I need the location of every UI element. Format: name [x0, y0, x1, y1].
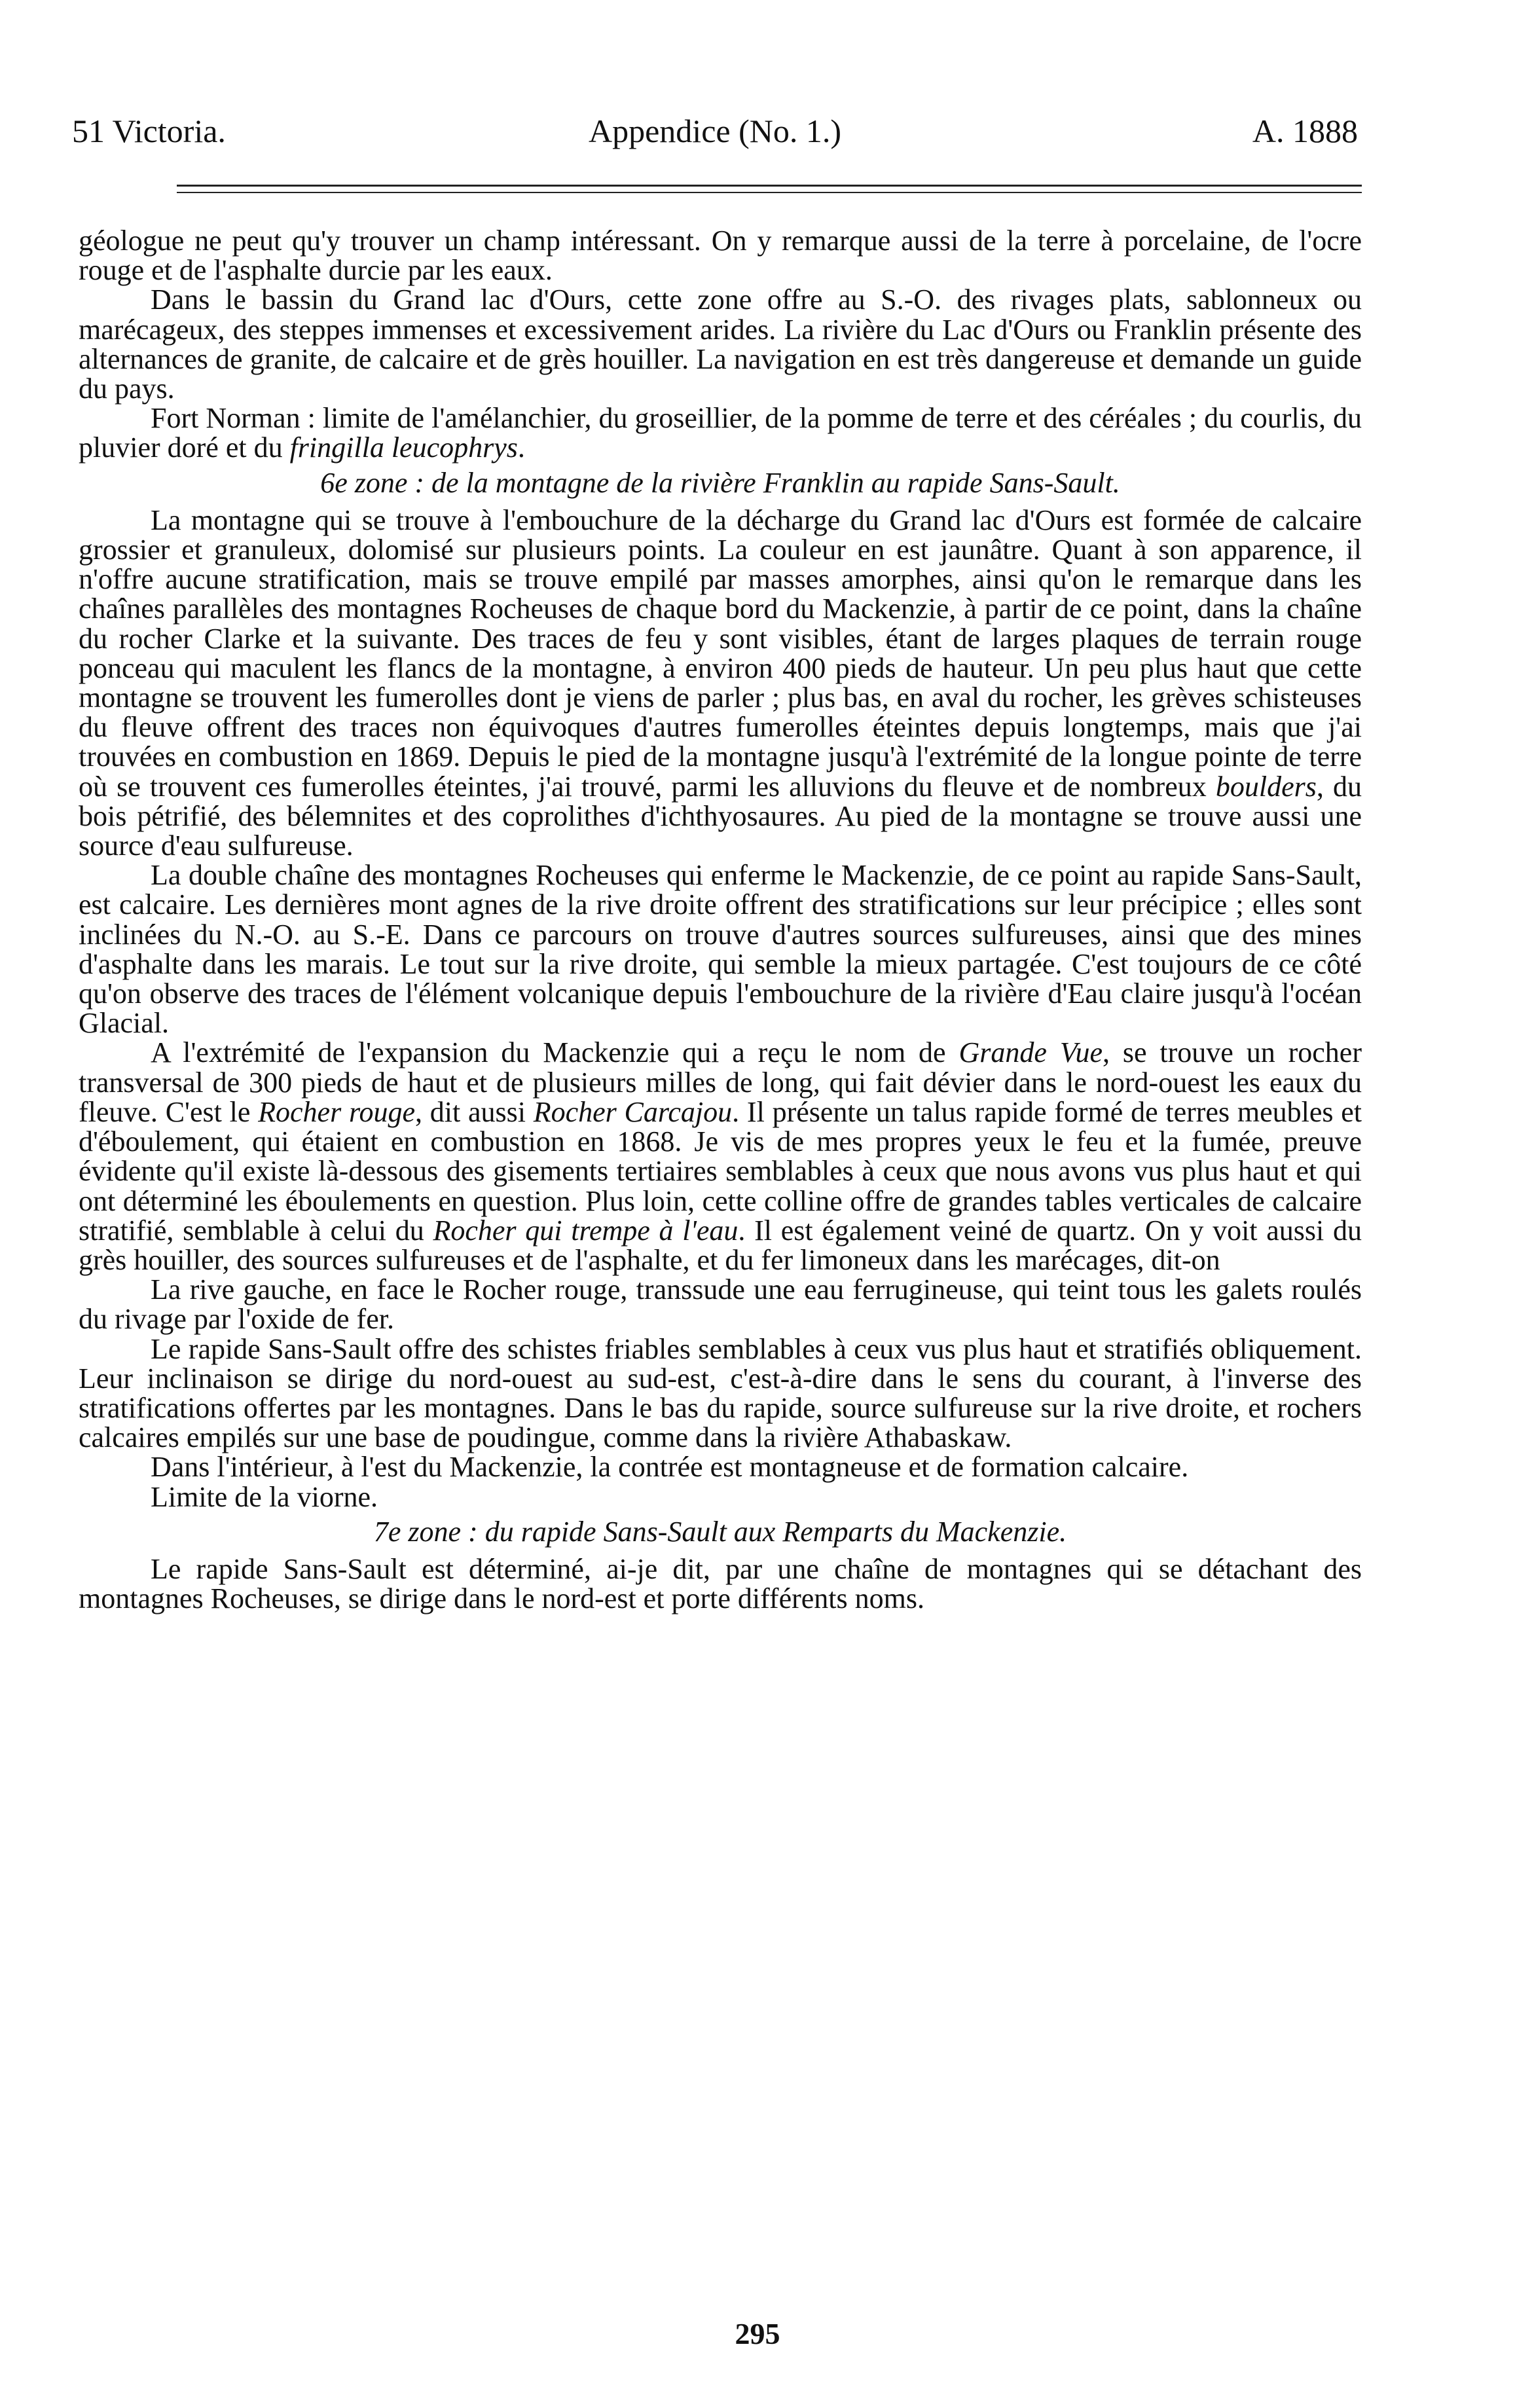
text-run: , se trouve un rocher transversal de 300 pieds de haut et de plusieurs milles de long, qui fait dévier dans le nord-ouest les eaux du fleuve. C'est le [79, 1036, 1362, 1128]
paragraph [79, 505, 1362, 860]
paragraph: Le rapide Sans-Sault est déterminé, ai-je dit, par une chaîne de montagnes qui se détachant des montagnes Rocheuses, se dirige dans le nord-est et porte différents noms. [79, 1552, 1362, 1615]
section-heading-zone-7: 7e zone : du rapide Sans-Sault aux Remparts du Mackenzie. [373, 1515, 1067, 1548]
text-run: Fort Norman : limite de l'amélanchier, du groseillier, de la pomme de terre et des céréales ; du courlis, du pluvier doré et du [79, 402, 1362, 464]
text-run: . Il est également veiné de quartz. On y voit aussi du grès houiller, des sources sulfureuses et de l'asphalte, et du fer limoneux dans les marécages, dit-on [79, 1214, 1362, 1276]
text-run: . [517, 431, 525, 464]
paragraph [79, 1038, 1362, 1275]
paragraph: géologue ne peut qu'y trouver un champ intéressant. On y remarque aussi de la terre à porcelaine, de l'ocre rouge et de l'asphalte durcie par les eaux. [79, 225, 1362, 287]
italic-term: fringilla leucophrys [289, 431, 518, 464]
header-rule-top [177, 185, 1362, 187]
header-appendix: Appendice (No. 1.) [589, 113, 841, 149]
italic-term: Rocher rouge [258, 1095, 415, 1128]
italic-term: Rocher Carcajou [533, 1095, 733, 1128]
header-rule-bottom [177, 192, 1362, 193]
text-run: . Il présente un talus rapide formé de terres meubles et d'éboulement, qui étaient en combustion en 1868. Je vis de mes propres yeux le feu et la fumée, preuve évidente qu'il existe là-dessous des gisements tertiaires semblables à ceux que nous avons vus plus haut et qui ont déterminé les éboulements en question. Plus loin, cette colline offre de grandes tables verticales de calcaire stratifié, semblable à celui du [79, 1095, 1362, 1247]
text-run: , du bois pétrifié, des bélemnites et des coprolithes d'ichthyosaures. Au pied de la montagne se trouve aussi une source d'eau sulfureuse. [79, 770, 1362, 862]
header-year: A. 1888 [1252, 113, 1358, 149]
paragraph: Le rapide Sans-Sault offre des schistes friables semblables à ceux vus plus haut et stratifiés obliquement. Leur inclinaison se dirige du nord-ouest au sud-est, c'est-à-dire dans le sens du courant, à l'inverse des stratifications offertes par les montagnes. Dans le bas du rapide, source sulfureuse sur la rive droite, et rochers calcaires empilés sur une base de poudingue, comme dans la rivière Athabaskaw. [79, 1332, 1362, 1454]
paragraph: La double chaîne des montagnes Rocheuses qui enferme le Mackenzie, de ce point au rapide Sans-Sault, est calcaire. Les dernières mont agnes de la rive droite offrent des stratifications sur leur précipice ; elles sont inclinées du N.-O. au S.-E. Dans ce parcours on trouve d'autres sources sulfureuses, ainsi que des mines d'asphalte dans les marais. Le tout sur la rive droite, qui semble la mieux partagée. C'est toujours de ce côté qu'on observe des traces de l'élément volcanique depuis l'embouchure de la rivière d'Eau claire jusqu'à l'océan Glacial. [79, 859, 1362, 1040]
text-run: La montagne qui se trouve à l'embouchure de la décharge du Grand lac d'Ours est formée de calcaire grossier et granuleux, dolomisé sur plusieurs points. La couleur en est jaunâtre. Quant à son apparence, il n'offre aucune stratification, mais se trouve empilé par masses amorphes, ainsi qu'on le remarque dans les chaînes parallèles des montagnes Rocheuses de chaque bord du Mackenzie, à partir de ce point, dans la chaîne du rocher Clarke et la suivante. Des traces de feu y sont visibles, étant de larges plaques de terrain rouge ponceau qui maculent les flancs de la montagne, à environ 400 pieds de hauteur. Un peu plus haut que cette montagne se trouvent les fumerolles dont je viens de parler ; plus bas, en aval du rocher, les grèves schisteuses du fleuve offrent des traces non équivoques d'autres fumerolles éteintes depuis longtemps, mais que j'ai trouvées en combustion en 1869. Depuis le pied de la montagne jusqu'à l'extrémité de la longue pointe de terre où se trouvent ces fumerolles éteintes, j'ai trouvé, parmi les alluvions du fleuve et de nombreux [79, 503, 1362, 803]
text-run: A l'extrémité de l'expansion du Mackenzie qui a reçu le nom de [151, 1036, 959, 1069]
paragraph: La rive gauche, en face le Rocher rouge, transsude une eau ferrugineuse, qui teint tous les galets roulés du rivage par l'oxide de fer. [79, 1273, 1362, 1336]
paragraph: Limite de la viorne. [151, 1480, 378, 1513]
italic-term: Rocher qui trempe à l'eau [433, 1214, 739, 1247]
section-heading-zone-6: 6e zone : de la montagne de la rivière Franklin au rapide Sans-Sault. [320, 466, 1120, 499]
text-run: , dit aussi [414, 1095, 534, 1128]
italic-term: Grande Vue [958, 1036, 1103, 1069]
paragraph [79, 403, 1362, 462]
paragraph: Dans l'intérieur, à l'est du Mackenzie, la contrée est montagneuse et de formation calcaire. [151, 1451, 1189, 1484]
running-header [72, 108, 1358, 154]
body-text [79, 226, 1362, 1613]
header-session: 51 Victoria. [72, 113, 226, 149]
paragraph: Dans le bassin du Grand lac d'Ours, cette zone offre au S.-O. des rivages plats, sablonneux ou marécageux, des steppes immenses et excessivement arides. La rivière du Lac d'Ours ou Franklin présente des alternances de granite, de calcaire et de grès houiller. La navigation en est très dangereuse et demande un guide du pays. [79, 283, 1362, 405]
italic-term: boulders [1215, 770, 1317, 803]
page-number: 295 [735, 2317, 780, 2350]
